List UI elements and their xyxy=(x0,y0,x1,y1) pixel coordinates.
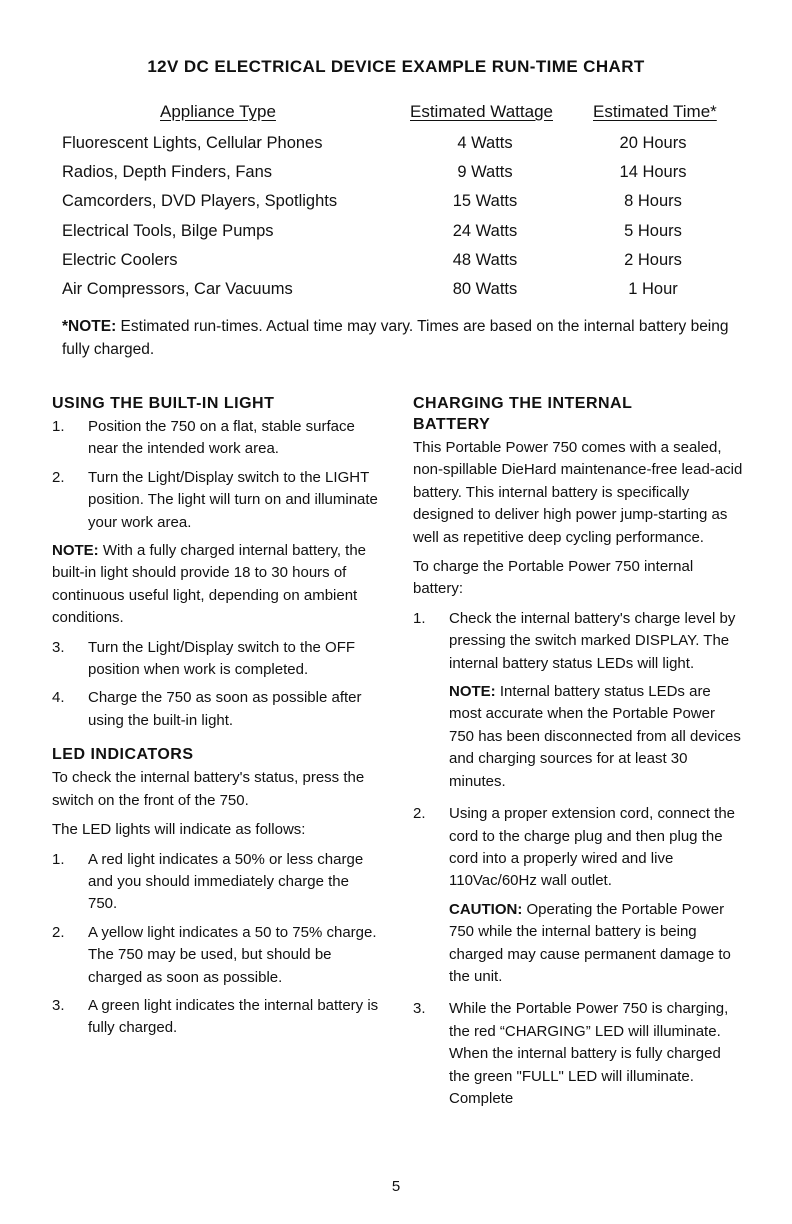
paragraph: To check the internal battery's status, press the switch on the front of the 750. xyxy=(52,769,365,809)
table-row xyxy=(0,280,792,309)
note-label: *NOTE: xyxy=(62,318,117,335)
table-row xyxy=(0,222,792,251)
wattage-cell: 9 Watts xyxy=(457,163,513,182)
light-note xyxy=(52,540,382,630)
wattage-cell: 15 Watts xyxy=(452,192,518,211)
list-text: Turn the Light/Display switch to the LIGHT position. The light will turn on and illuminate your work area. xyxy=(88,468,378,531)
list-item xyxy=(52,416,382,461)
caution-text: Operating the Portable Power 750 while the internal battery is being charged may cause permanent damage to the unit. xyxy=(449,900,731,985)
list-text: While the Portable Power 750 is charging, the red “CHARGING” LED will illuminate. When the internal battery is fully charged the green "FULL" LED will illuminate. Complete xyxy=(449,1000,729,1107)
time-cell: 2 Hours xyxy=(624,250,682,269)
section-heading-charging xyxy=(413,393,743,435)
list-number: 3. xyxy=(413,1000,426,1018)
list-text: Position the 750 on a flat, stable surface near the intended work area. xyxy=(88,418,355,458)
time-cell: 1 Hour xyxy=(628,279,678,298)
left-column xyxy=(52,393,382,1046)
list-number: 1. xyxy=(52,418,65,435)
list-number: 4. xyxy=(52,689,65,707)
section-heading-led-indicators: LED INDICATORS xyxy=(52,746,194,764)
note-text: Internal battery status LEDs are most accurate when the Portable Power 750 has been disconnected from all devices and charging sources for at least 30 minutes. xyxy=(449,683,741,790)
table-row xyxy=(0,192,792,221)
charging-note xyxy=(449,681,743,793)
note-text: With a fully charged internal battery, the built-in light should provide 18 to 30 hours of continuous useful light, depending on ambient conditions. xyxy=(52,542,367,627)
heading-line: CHARGING THE INTERNAL xyxy=(413,395,633,412)
right-column xyxy=(413,393,743,1116)
list-text: Turn the Light/Display switch to the OFF position when work is completed. xyxy=(88,638,356,679)
appliance-cell: Electric Coolers xyxy=(62,250,178,269)
list-text: A yellow light indicates a 50 to 75% charge. The 750 may be used, but should be charged as soon as possible. xyxy=(88,923,377,986)
page-number: 5 xyxy=(391,1178,401,1195)
appliance-cell: Radios, Depth Finders, Fans xyxy=(62,163,273,182)
header-appliance-type: Appliance Type xyxy=(160,102,276,121)
header-estimated-time: Estimated Time* xyxy=(593,102,717,121)
table-row xyxy=(0,134,792,163)
list-item xyxy=(52,467,382,534)
paragraph: The LED lights will indicate as follows: xyxy=(52,821,306,839)
list-number: 3. xyxy=(52,638,65,656)
list-number: 2. xyxy=(52,468,65,486)
time-cell: 8 Hours xyxy=(624,192,682,211)
wattage-cell: 24 Watts xyxy=(452,221,518,240)
list-item xyxy=(52,637,382,682)
heading-line: BATTERY xyxy=(413,416,491,433)
list-number: 2. xyxy=(413,805,426,823)
list-item xyxy=(413,998,743,1110)
list-number: 2. xyxy=(52,923,65,941)
list-text: Check the internal battery's charge level by pressing the switch marked DISPLAY. The internal battery status LEDs will light. xyxy=(449,609,736,672)
appliance-cell: Camcorders, DVD Players, Spotlights xyxy=(62,192,338,211)
list-text: A green light indicates the internal battery is fully charged. xyxy=(88,996,379,1037)
section-heading-built-in-light: USING THE BUILT-IN LIGHT xyxy=(52,395,275,412)
list-item xyxy=(52,849,382,916)
list-number: 1. xyxy=(413,609,426,627)
note-label: NOTE: xyxy=(449,683,496,701)
caution-label: CAUTION: xyxy=(449,900,523,918)
list-item xyxy=(413,803,743,988)
appliance-cell: Fluorescent Lights, Cellular Phones xyxy=(62,134,323,152)
caution-note xyxy=(449,899,743,989)
paragraph: To charge the Portable Power 750 internal battery: xyxy=(413,558,694,598)
list-item xyxy=(52,995,382,1040)
time-cell: 14 Hours xyxy=(619,163,687,182)
list-item xyxy=(413,608,743,793)
list-number: 3. xyxy=(52,996,65,1014)
header-estimated-wattage: Estimated Wattage xyxy=(410,102,553,121)
wattage-cell: 80 Watts xyxy=(452,279,518,298)
runtime-note xyxy=(62,315,752,361)
appliance-cell: Electrical Tools, Bilge Pumps xyxy=(62,221,274,240)
table-row xyxy=(0,163,792,192)
list-item xyxy=(52,687,382,732)
note-text: Estimated run-times. Actual time may vary. Times are based on the internal battery being fully charged. xyxy=(62,318,729,358)
list-number: 1. xyxy=(52,850,65,868)
list-text: Charge the 750 as soon as possible after using the built-in light. xyxy=(88,689,362,729)
list-item xyxy=(52,922,382,989)
list-text: Using a proper extension cord, connect the cord to the charge plug and then plug the cord into a properly wired and live 110Vac/60Hz wall outlet. xyxy=(449,805,736,890)
chart-title: 12V DC ELECTRICAL DEVICE EXAMPLE RUN-TIME CHART xyxy=(147,57,645,76)
paragraph: This Portable Power 750 comes with a sealed, non-spillable DieHard maintenance-free lead-acid battery. This internal battery is specifically designed to deliver high power jump-starting as well as repetitive deep cycling performance. xyxy=(413,439,743,546)
runtime-table xyxy=(0,134,792,309)
wattage-cell: 4 Watts xyxy=(457,134,513,152)
time-cell: 20 Hours xyxy=(619,134,687,152)
note-label: NOTE: xyxy=(52,542,99,560)
appliance-cell: Air Compressors, Car Vacuums xyxy=(62,279,293,298)
time-cell: 5 Hours xyxy=(624,221,682,240)
table-row xyxy=(0,251,792,280)
list-text: A red light indicates a 50% or less charge and you should immediately charge the 750. xyxy=(88,850,364,913)
wattage-cell: 48 Watts xyxy=(452,250,518,269)
